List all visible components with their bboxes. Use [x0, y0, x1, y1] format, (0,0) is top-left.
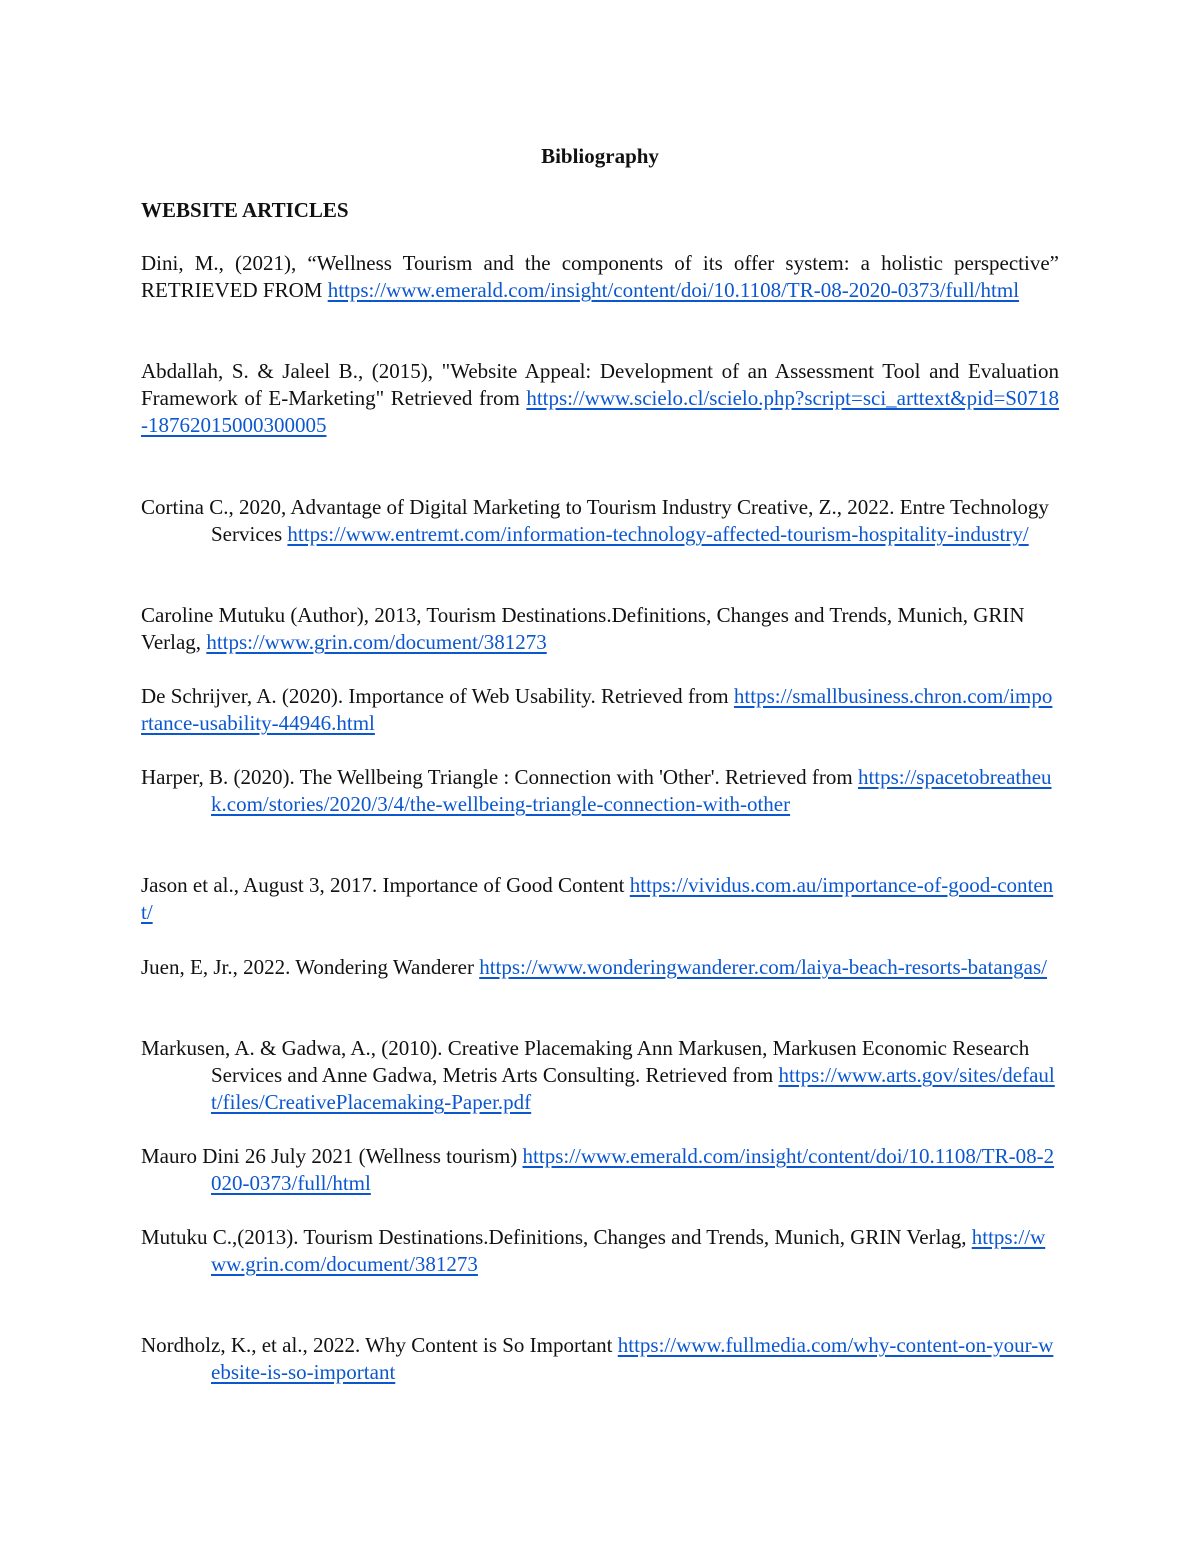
bibliography-entry: [141, 358, 1059, 440]
entry-text: Harper, B. (2020). The Wellbeing Triangle : Connection with 'Other'. Retrieved from: [141, 765, 858, 789]
entry-text: Cortina C., 2020, Advantage of Digital Marketing to Tourism Industry Creative, Z., 2022. Entre Technology Services: [141, 495, 1049, 547]
entry-text: Caroline Mutuku (Author), 2013, Tourism Destinations.Definitions, Changes and Trends, Munich, GRIN Verlag,: [141, 603, 1025, 655]
entry-link[interactable]: https://www.wonderingwanderer.com/laiya-beach-resorts-batangas/: [479, 955, 1047, 979]
entry-text: Nordholz, K., et al., 2022. Why Content is So Important: [141, 1333, 618, 1357]
bibliography-entry: [141, 494, 1059, 548]
bibliography-entry: [141, 954, 1059, 981]
section-heading: WEBSITE ARTICLES: [141, 198, 349, 222]
entry-link[interactable]: https://www.entremt.com/information-technology-affected-tourism-hospitality-industry/: [287, 522, 1029, 547]
entry-link[interactable]: https://spacetobreatheuk.com/stories/2020/3/4/the-wellbeing-triangle-connection-with-other: [211, 765, 1052, 817]
page-title: Bibliography: [541, 144, 659, 168]
bibliography-entry: [141, 602, 1059, 656]
document-page: [141, 0, 1059, 1553]
bibliography-entry: [141, 1035, 1059, 1117]
entry-link[interactable]: https://www.grin.com/document/381273: [211, 1225, 1046, 1277]
bibliography-entry: [141, 1143, 1059, 1197]
entry-link[interactable]: https://www.emerald.com/insight/content/doi/10.1108/TR-08-2020-0373/full/html: [211, 1144, 1055, 1196]
entry-text: Abdallah, S. & Jaleel B., (2015), "Website Appeal: Development of an Assessment Tool and Evaluation Framework of E-Marketing" Retrieved from: [141, 359, 1059, 411]
entry-text: Mauro Dini 26 July 2021 (Wellness tourism): [141, 1144, 523, 1168]
entry-text: De Schrijver, A. (2020). Importance of Web Usability. Retrieved from: [141, 684, 734, 708]
bibliography-entry: [141, 1224, 1059, 1278]
entry-link[interactable]: https://www.arts.gov/sites/default/files/CreativePlacemaking-Paper.pdf: [211, 1063, 1055, 1115]
entry-text: Markusen, A. & Gadwa, A., (2010). Creative Placemaking Ann Markusen, Markusen Economic Research Services and Anne Gadwa, Metris Arts Consulting. Retrieved from: [141, 1036, 1030, 1088]
entry-link[interactable]: https://www.fullmedia.com/why-content-on-your-website-is-so-important: [211, 1333, 1054, 1385]
entry-text: Mutuku C.,(2013). Tourism Destinations.Definitions, Changes and Trends, Munich, GRIN Verlag,: [141, 1225, 972, 1249]
entry-link[interactable]: https://www.scielo.cl/scielo.php?script=sci_arttext&pid=S0718-18762015000300005: [141, 386, 1059, 438]
bibliography-entry: [141, 1332, 1059, 1386]
bibliography-entry: [141, 683, 1059, 737]
entry-link[interactable]: https://vividus.com.au/importance-of-good-content/: [141, 873, 1054, 925]
entry-link[interactable]: https://www.grin.com/document/381273: [206, 630, 547, 655]
entry-text: Jason et al., August 3, 2017. Importance of Good Content: [141, 873, 630, 897]
entry-link[interactable]: https://smallbusiness.chron.com/importance-usability-44946.html: [141, 684, 1053, 736]
bibliography-entry: [141, 872, 1059, 926]
entry-link[interactable]: https://www.emerald.com/insight/content/doi/10.1108/TR-08-2020-0373/full/html: [327, 278, 1020, 303]
bibliography-entry: [141, 764, 1059, 818]
entry-text: Dini, M., (2021), “Wellness Tourism and the components of its offer system: a holistic perspective” RETRIEVED FROM: [141, 251, 1059, 303]
entry-text: Juen, E, Jr., 2022. Wondering Wanderer: [141, 955, 480, 979]
bibliography-entry: [141, 250, 1059, 304]
